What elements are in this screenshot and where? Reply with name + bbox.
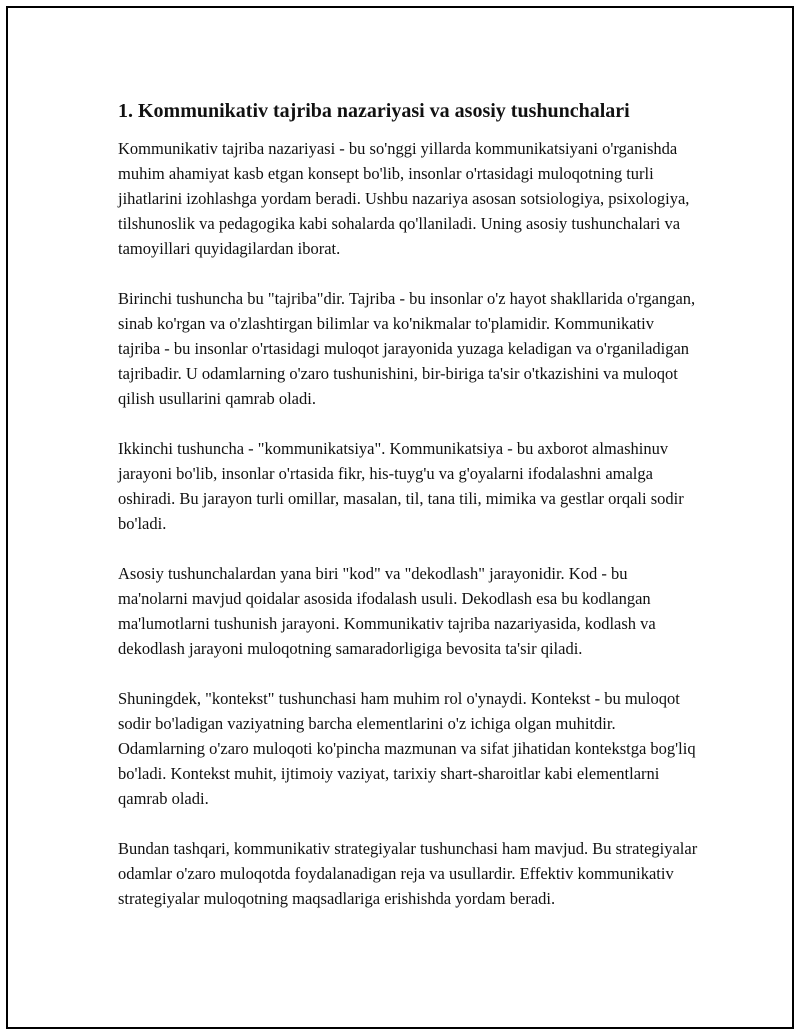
paragraph-tajriba: Birinchi tushuncha bu "tajriba"dir. Tajriba - bu insonlar o'z hayot shakllarida o'rgangan, sinab ko'rgan va o'zlashtirgan bilimlar va ko'nikmalar to'plamidir. Kommunikativ tajriba - bu insonlar o'rtasidagi muloqot jarayonida yuzaga keladigan va o'rganiladigan tajribadir. U odamlarning o'zaro tushunishini, bir-biriga ta'sir o'tkazishini va muloqot qilish usullarini qamrab oladi. [118,289,696,408]
paragraph-kod-dekodlash: Asosiy tushunchalardan yana biri "kod" va "dekodlash" jarayonidir. Kod - bu ma'nolarni mavjud qoidalar asosida ifodalash usuli. Dekodlash esa bu kodlangan ma'lumotlarni tushunish jarayoni. Kommunikativ tajriba nazariyasida, kodlash va dekodlash jarayoni muloqotning samaradorligiga bevosita ta'sir qiladi. [118,564,656,658]
section-title: 1. Kommunikativ tajriba nazariyasi va asosiy tushunchalari [118,100,630,122]
paragraph-kommunikatsiya: Ikkinchi tushuncha - "kommunikatsiya". Kommunikatsiya - bu axborot almashinuv jarayoni bo'lib, insonlar o'rtasida fikr, his-tuyg'u va g'oyalarni ifodalashni amalga oshiradi. Bu jarayon turli omillar, masalan, til, tana tili, mimika va gestlar orqali sodir bo'ladi. [118,439,684,533]
page-border [6,6,794,1029]
document-body [118,98,698,936]
paragraph-intro: Kommunikativ tajriba nazariyasi - bu so'nggi yillarda kommunikatsiyani o'rganishda muhim ahamiyat kasb etgan konsept bo'lib, insonlar o'rtasidagi muloqotning turli jihatlarini izohlashga yordam beradi. Ushbu nazariya asosan sotsiologiya, psixologiya, tilshunoslik va pedagogika kabi sohalarda qo'llaniladi. Uning asosiy tushunchalari va tamoyillari quyidagilardan iborat. [118,139,690,258]
paragraph-kontekst: Shuningdek, "kontekst" tushunchasi ham muhim rol o'ynaydi. Kontekst - bu muloqot sodir bo'ladigan vaziyatning barcha elementlarini o'z ichiga olgan muhitdir. Odamlarning o'zaro muloqoti ko'pincha mazmunan va sifat jihatidan kontekstga bog'liq bo'ladi. Kontekst muhit, ijtimoiy vaziyat, tarixiy shart-sharoitlar kabi elementlarni qamrab oladi. [118,689,696,808]
paragraph-strategiyalar: Bundan tashqari, kommunikativ strategiyalar tushunchasi ham mavjud. Bu strategiyalar odamlar o'zaro muloqotda foydalanadigan reja va usullardir. Effektiv kommunikativ strategiyalar muloqotning maqsadlariga erishishda yordam beradi. [118,839,698,908]
